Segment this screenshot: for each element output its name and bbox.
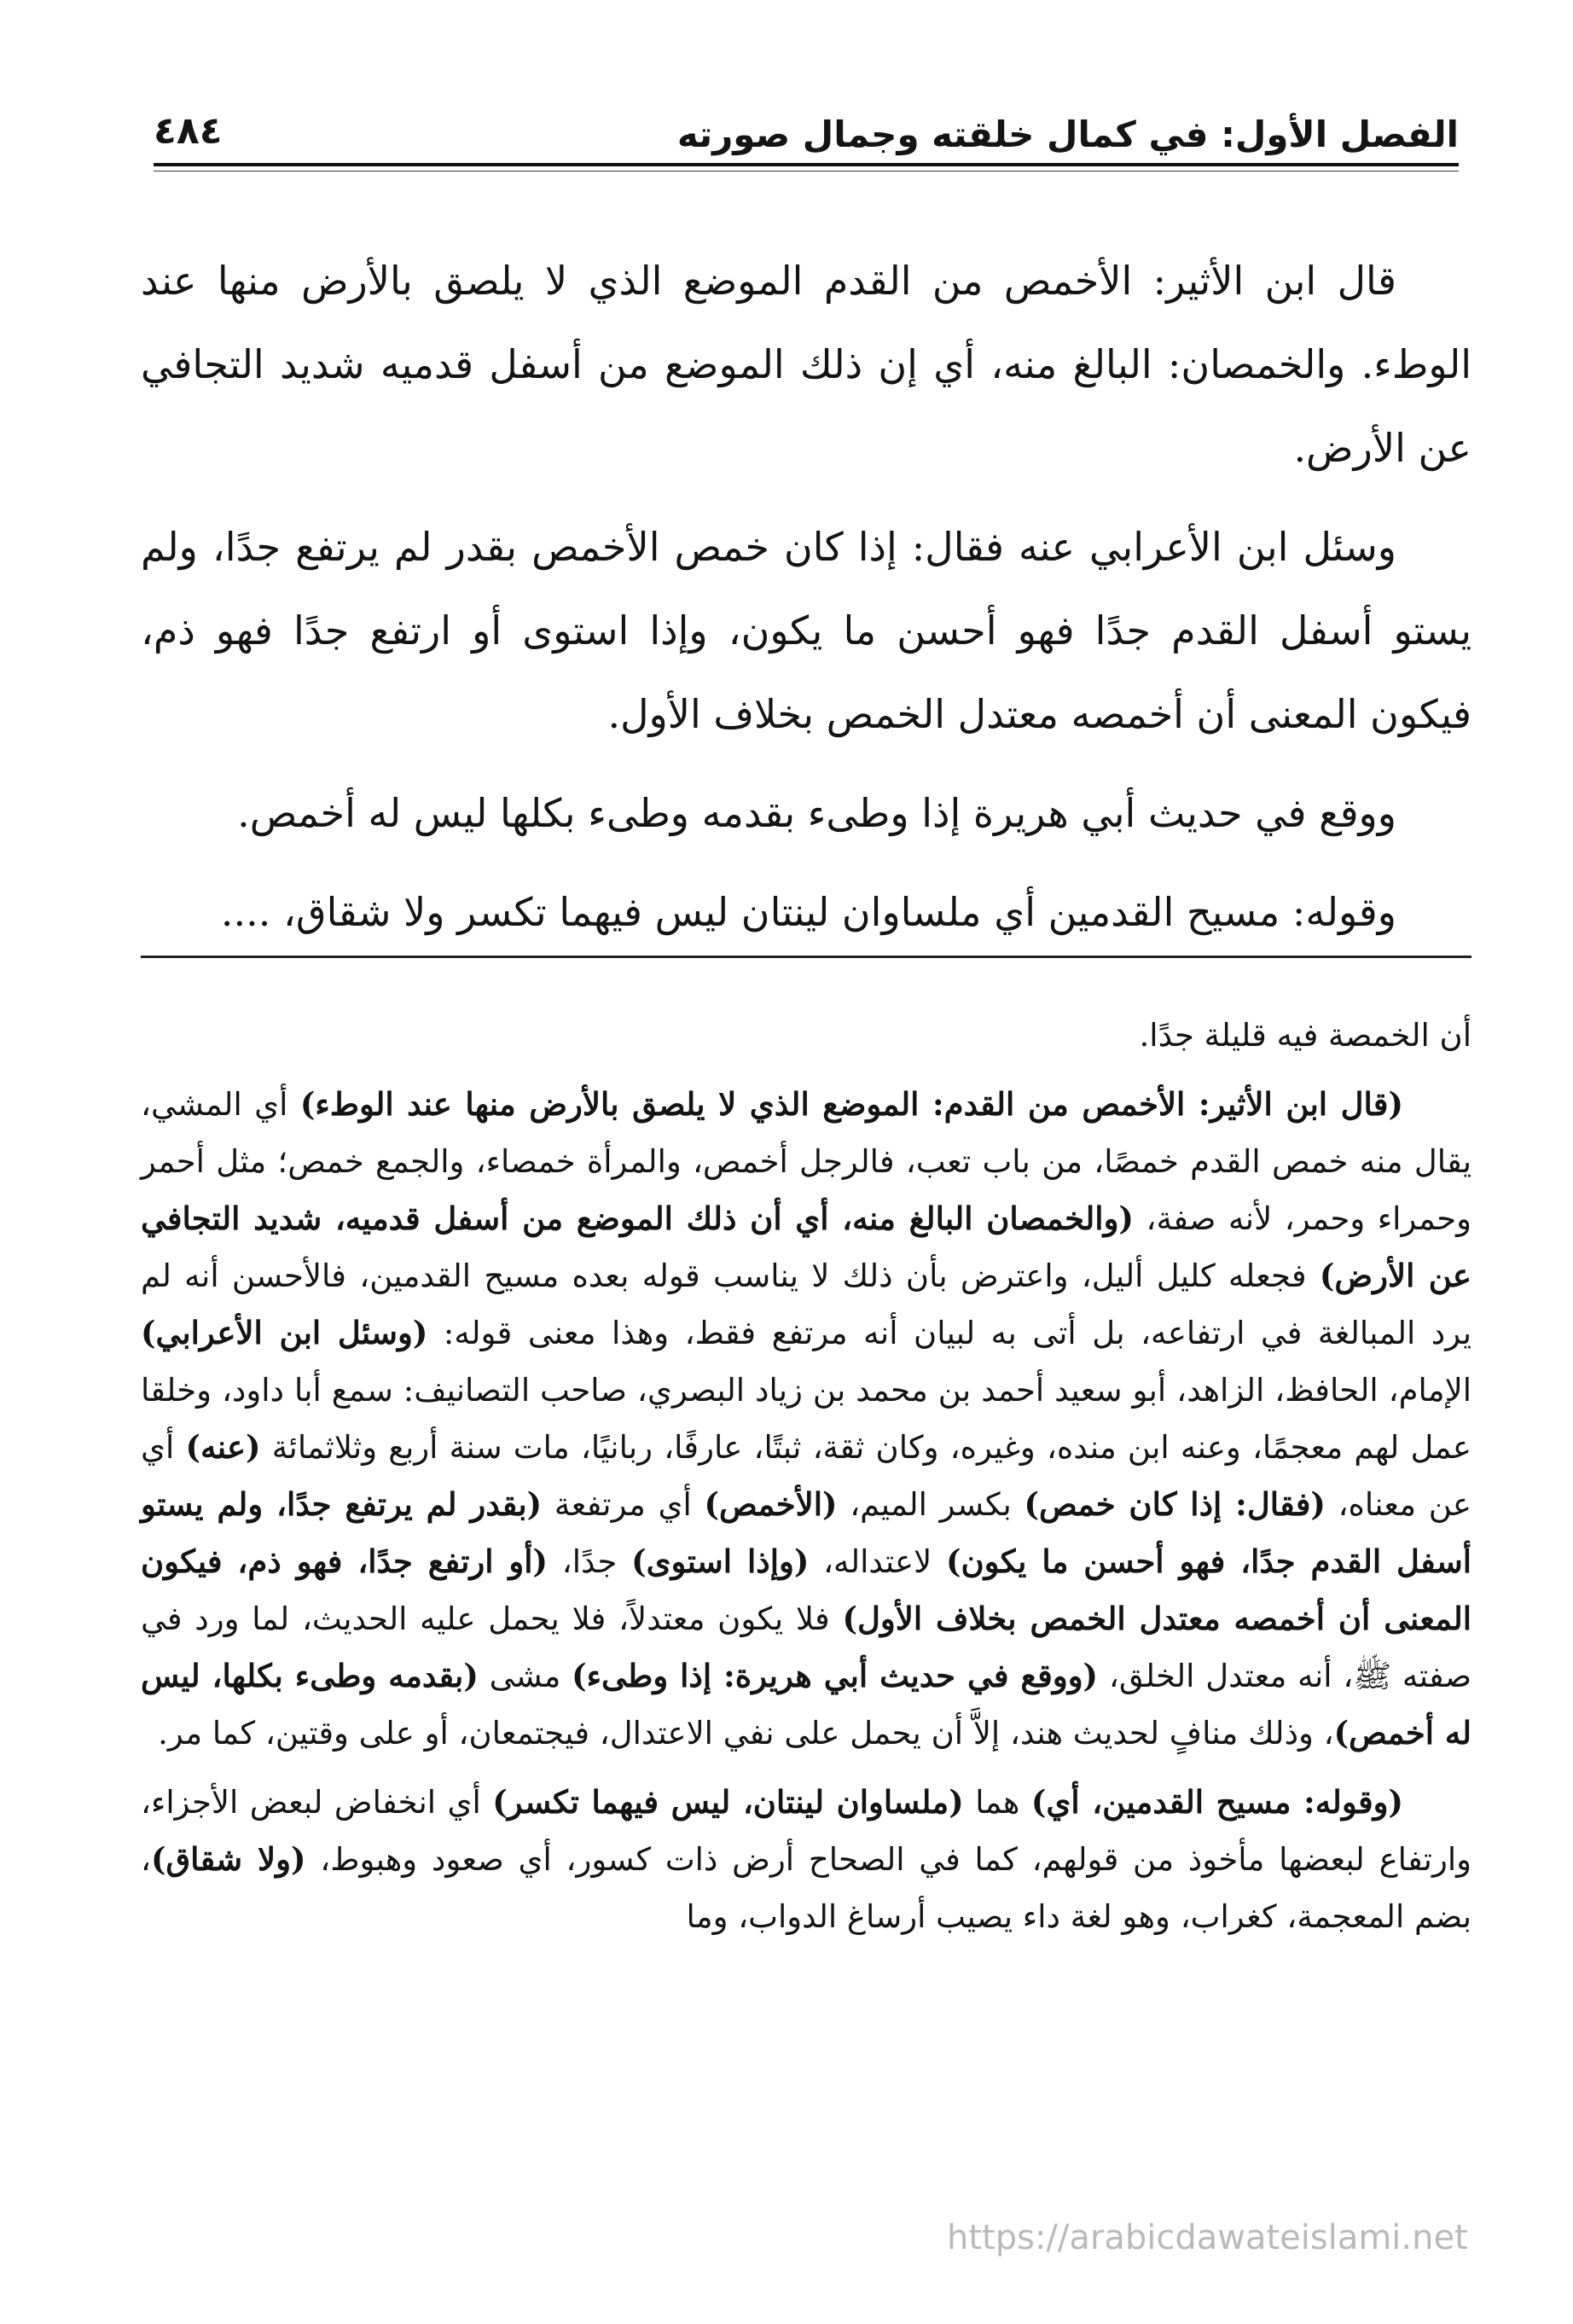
page-number: ٤٨٤ [154,109,223,153]
main-paragraph: ووقع في حديث أبي هريرة إذا وطىء بقدمه وطىء بكلها ليس له أخمص. [237,790,1396,836]
quoted-text: (وسئل ابن الأعرابي) [141,1314,428,1351]
explanation-text: ، وذلك منافٍ لحديث هند، إلاَّ أن يحمل على نفي الاعتدال، فيجتمعان، أو على وقتين، كما مر. [158,1715,1334,1752]
main-paragraph: وقوله: مسيح القدمين أي ملساوان لينتان ليس فيهما تكسر ولا شقاق، .... [220,889,1396,935]
explanation-text: لاعتداله، [809,1543,946,1580]
main-text [141,239,1471,969]
explanation-text: ، بضم المعجمة، كغراب، وهو لغة داء يصيب أرساغ الدواب، وما [141,1841,1471,1935]
quoted-text: (وإذا استوى) [631,1543,810,1580]
quoted-text: (ووقع في حديث أبي هريرة: إذا وطىء) [572,1657,1099,1694]
main-paragraph: وسئل ابن الأعرابي عنه فقال: إذا كان خمص الأخمص بقدر لم يرتفع جدًا، ولم يستو أسفل القدم جدًا فهو أحسن ما يكون، وإذا استوى أو ارتفع جدًا فهو ذم، فيكون المعنى أن أخمصه معتدل الخمص بخلاف الأول. [141,524,1471,737]
header-rule [154,163,1459,166]
explanation-text: الإمام، الحافظ، الزاهد، أبو سعيد أحمد بن محمد بن زياد البصري، صاحب التصانيف: سمع أبا داود، وخلقا عمل لهم معجمًا، وعنه ابن منده، وغيره، وكان ثقة، ثبتًا، عارفًا، ربانيًا، مات سنة أربع وثلاثمائة [141,1372,1471,1466]
explanation-text: فلا يكون معتدلاً، فلا يحمل عليه الحديث، لما ورد في صفته ﷺ، أنه معتدل الخلق، [141,1601,1471,1694]
explanation-text: هما [963,1784,1031,1821]
explanation-text: جدًا، [548,1543,632,1580]
quoted-text: (فقال: إذا كان خمص) [1024,1485,1326,1523]
explanation-text: بكسر الميم، [837,1486,1024,1523]
main-paragraph: قال ابن الأثير: الأخمص من القدم الموضع الذي لا يلصق بالأرض منها عند الوطء. والخمصان: البالغ منه، أي إن ذلك الموضع من أسفل قدميه شديد التجافي عن الأرض. [141,258,1471,471]
commentary [141,1007,1471,1957]
explanation-text: مشى [478,1658,572,1694]
watermark-url: https://arabicdawateislami.net [947,2218,1468,2257]
explanation-text: فجعله كليل أليل، واعترض بأن ذلك لا يناسب قوله بعده مسيح القدمين، فالأحسن أنه لم يرد المبالغة في ارتفاعه، بل أتى به لبيان أنه مرتفع فقط، وهذا معنى قوله: [141,1258,1471,1351]
quoted-text: (وقوله: مسيح القدمين، أي) [1030,1783,1404,1821]
commentary-paragraph [141,1076,1471,1762]
quoted-text: (أو ارتفع جدًا، فهو ذم، فيكون المعنى أن أخمصه معتدل الخمص بخلاف الأول) [141,1543,1471,1637]
quoted-text: (والخمصان البالغ منه، أي أن ذلك الموضع من أسفل قدميه، شديد التجافي عن الأرض) [141,1200,1471,1294]
quoted-text: (عنه) [185,1428,261,1466]
explanation-text: أي مرتفعة [542,1486,705,1523]
explanation-text: أي المشي، يقال منه خمص القدم خمصًا، من باب تعب، فالرجل أخمص، والمرأة خمصاء، والجمع خمص؛ مثل أحمر وحمراء وحمر، لأنه صفة، [141,1086,1471,1237]
quoted-text: (بقدمه وطىء بكلها، ليس له أخمص) [141,1657,1471,1752]
explanation-text: أي عن معناه، [141,1429,1471,1523]
quoted-text: (ملساوان لينتان، ليس فيهما تكسر) [492,1783,964,1821]
section-divider [141,956,1471,958]
quoted-text: (بقدر لم يرتفع جدًا، ولم يستو أسفل القدم جدًا، فهو أحسن ما يكون) [141,1485,1472,1580]
commentary-paragraph: أن الخمصة فيه قليلة جدًا. [1139,1017,1471,1054]
quoted-text: (قال ابن الأثير: الأخمص من القدم: الموضع الذي لا يلصق بالأرض منها عند الوطء) [299,1085,1403,1123]
quoted-text: (الأخمص) [704,1485,838,1523]
page-header [154,90,1459,166]
chapter-title: الفصل الأول: في كمال خلقته وجمال صورته [676,113,1459,155]
quoted-text: (ولا شقاق) [150,1840,306,1878]
commentary-paragraph [141,1774,1471,1945]
explanation-text: أي انخفاض لبعض الأجزاء، وارتفاع لبعضها مأخوذ من قولهم، كما في الصحاح أرض ذات كسور، أي صعود وهبوط، [141,1784,1471,1878]
